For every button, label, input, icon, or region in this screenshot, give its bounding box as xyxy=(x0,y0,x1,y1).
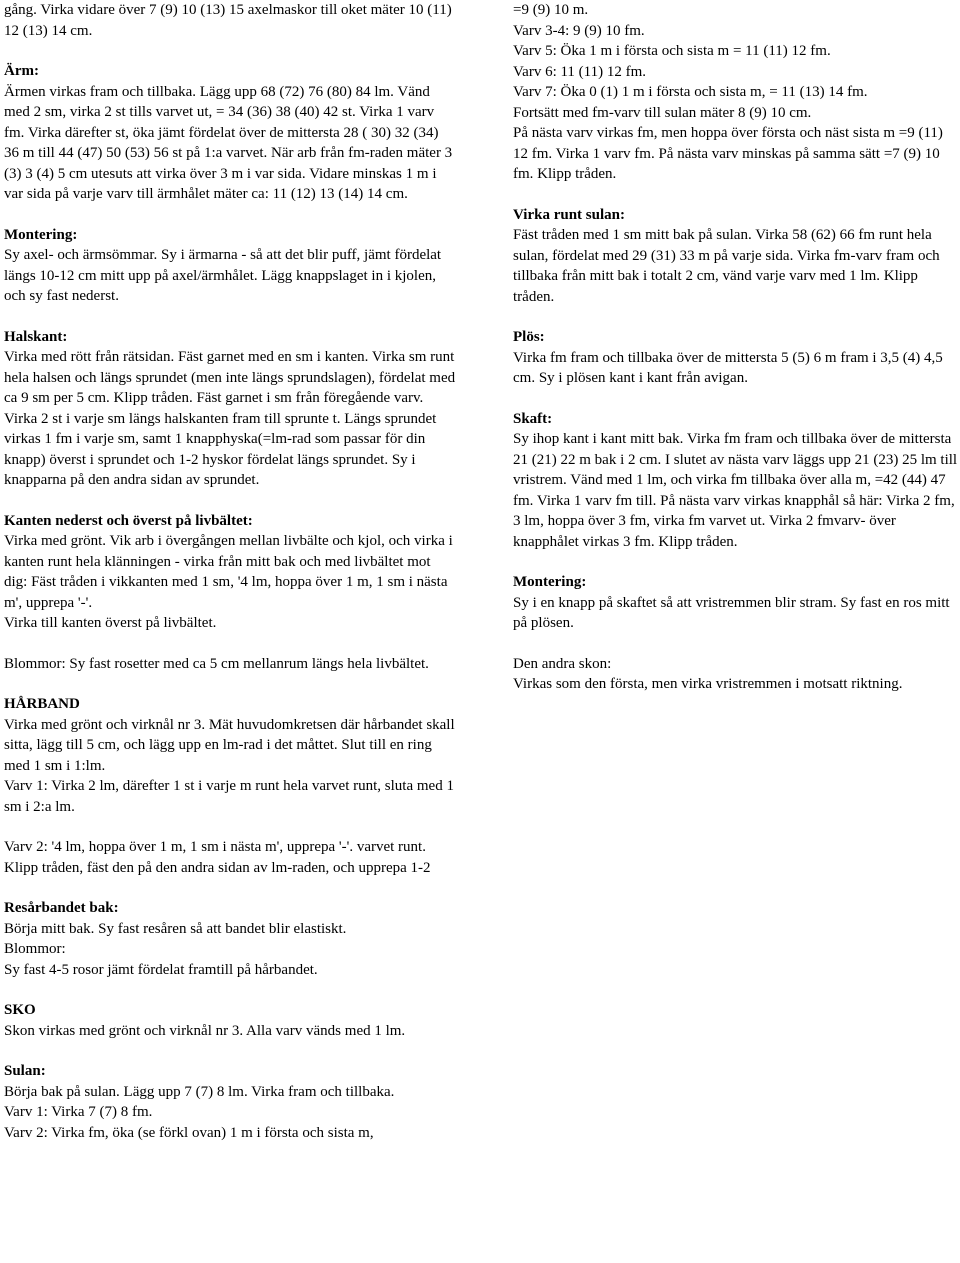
paragraph: Sy i en knapp på skaftet så att vristremmen blir stram. Sy fast en ros mitt på plösen. xyxy=(513,594,950,631)
paragraph: Den andra skon: xyxy=(513,655,612,672)
left-column xyxy=(4,0,456,1143)
right-column xyxy=(513,0,960,695)
section-heading-resårbandet-bak: Resårbandet bak: xyxy=(4,900,119,916)
paragraph-gap xyxy=(513,634,960,654)
section-heading-sulan: Sulan: xyxy=(4,1063,46,1079)
paragraph: Blommor: xyxy=(4,941,66,957)
paragraph: Ärmen virkas fram och tillbaka. Lägg upp 68 (72) 76 (80) 84 lm. Vänd med 2 sm, virka 2 st tills varvet ut, = 34 (36) 38 (40) 42 st. Virka 1 varv fm. Virka därefter st, öka jämt fördelat över de mittersta 28 ( 30) 32 (34) 36 m till 44 (47) 50 (53) 56 st på 1:a varvet. När arb från fm-raden mäter 3 (3) 3 (4) 5 cm utesuts att virka över 3 m i var sida. Vidare minskas 1 m i var sida på varje varv till ärmhålet mäter ca: 11 (12) 13 (14) 14 cm. xyxy=(4,83,453,202)
paragraph-gap xyxy=(513,552,960,572)
section-heading-montering: Montering: xyxy=(4,226,78,243)
paragraph: Sy ihop kant i kant mitt bak. Virka fm fram och tillbaka över de mittersta 21 (21) 22 m bak i 2 cm. I slutet av nästa varv läggs upp 21 (23) 25 lm till vristrem. Vänd med 1 lm, och virka fm tillbaka över alla m, =42 (44) 47 fm. Virka 1 varv fm till. På nästa varv virkas knapphål så här: Virka 2 fm, 3 lm, hoppa över 3 fm, virka fm varvet ut. Virka 2 fmvarv- över knapphålet virkas 3 fm. Klipp tråden. xyxy=(513,431,958,550)
paragraph-gap xyxy=(4,1041,456,1061)
paragraph: Varv 2: '4 lm, hoppa över 1 m, 1 sm i nästa m', upprepa '-'. varvet runt. Klipp tråden, fäst den på den andra sidan av lm-raden, och upprepa 1-2 xyxy=(4,839,431,876)
paragraph: Fäst tråden med 1 sm mitt bak på sulan. Virka 58 (62) 66 fm runt hela sulan, fördelat med 29 (31) 33 m på varje sida. Virka fm-varv fram och tillbaka från mitt bak i totalt 2 cm, vänd varje varv med 1 lm. Klipp tråden. xyxy=(513,227,940,305)
paragraph-gap xyxy=(4,817,456,837)
paragraph: Varv 5: Öka 1 m i första och sista m = 11 (11) 12 fm. xyxy=(513,43,831,59)
section-heading-montering: Montering: xyxy=(513,574,587,590)
section-heading-plös: Plös: xyxy=(513,329,545,345)
paragraph-gap xyxy=(4,491,456,511)
paragraph: Börja mitt bak. Sy fast resåren så att bandet blir elastiskt. xyxy=(4,920,347,937)
paragraph: Varv 3-4: 9 (9) 10 fm. xyxy=(513,22,645,39)
section-heading-ärm: Ärm: xyxy=(4,63,39,79)
paragraph-gap xyxy=(4,878,456,898)
paragraph-gap xyxy=(4,980,456,1000)
paragraph: Varv 7: Öka 0 (1) 1 m i första och sista m, = 11 (13) 14 fm. xyxy=(513,84,868,100)
paragraph: gång. Virka vidare över 7 (9) 10 (13) 15 axelmaskor till oket mäter 10 (11) 12 (13) 14 cm. xyxy=(4,2,452,39)
section-heading-virka-runt-sulan: Virka runt sulan: xyxy=(513,206,625,223)
paragraph-gap xyxy=(513,185,960,205)
paragraph-gap xyxy=(513,307,960,327)
paragraph: Virkas som den första, men virka vristremmen i motsatt riktning. xyxy=(513,676,903,692)
paragraph-gap xyxy=(4,634,456,654)
paragraph: Varv 1: Virka 7 (7) 8 fm. xyxy=(4,1104,153,1120)
paragraph: Varv 6: 11 (11) 12 fm. xyxy=(513,63,647,80)
paragraph: Virka till kanten överst på livbältet. xyxy=(4,615,217,631)
paragraph: Börja bak på sulan. Lägg upp 7 (7) 8 lm. Virka fram och tillbaka. xyxy=(4,1083,395,1100)
paragraph-gap xyxy=(4,41,456,61)
paragraph-gap xyxy=(4,205,456,225)
paragraph: Virka fm fram och tillbaka över de mittersta 5 (5) 6 m fram i 3,5 (4) 4,5 cm. Sy i plösen kant i kant från avigan. xyxy=(513,349,943,386)
section-heading-hårband: HÅRBAND xyxy=(4,696,80,712)
paragraph-gap xyxy=(4,307,456,327)
paragraph: Sy fast 4-5 rosor jämt fördelat framtill på hårbandet. xyxy=(4,961,318,978)
paragraph: Fortsätt med fm-varv till sulan mäter 8 (9) 10 cm. xyxy=(513,104,812,121)
paragraph: Sy axel- och ärmsömmar. Sy i ärmarna - så att det blir puff, jämt fördelat längs 10-12 cm mitt upp på axel/ärmhålet. Lägg knappslaget in i kjolen, och sy fast nederst. xyxy=(4,247,442,304)
paragraph: Virka med grönt. Vik arb i övergången mellan livbälte och kjol, och virka i kanten runt hela klänningen - virka från mitt bak och med livbältet mot dig: Fäst tråden i vikkanten med 1 sm, '4 lm, hoppa över 1 m, 1 sm i nästa m', upprepa '-'. xyxy=(4,533,453,611)
paragraph: Virka med grönt och virknål nr 3. Mät huvudomkretsen där hårbandet skall sitta, lägg till 5 cm, och lägg upp en lm-rad i det måttet. Slut till en ring med 1 sm i 1:lm. xyxy=(4,716,455,774)
paragraph: Virka med rött från rätsidan. Fäst garnet med en sm i kanten. Virka sm runt hela halsen och längs sprundet (men inte längs sprundslagen), fördelat med ca 9 sm per 5 cm. Klipp tråden. Fäst garnet i sm från föregående varv. Virka 2 st i varje sm längs halskanten fram till sprunte t. Längs sprundet virkas 1 fm i varje sm, samt 1 knapphyska(=lm-rad som passar för din knapp) överst i sprundet och 1-2 hyskor fördelat längs sprundet. Sy i knapparna på den andra sidan av sprundet. xyxy=(4,349,456,488)
paragraph: Varv 1: Virka 2 lm, därefter 1 st i varje m runt hela varvet runt, sluta med 1 sm i 2:a lm. xyxy=(4,778,454,815)
paragraph: Varv 2: Virka fm, öka (se förkl ovan) 1 m i första och sista m, xyxy=(4,1124,374,1141)
paragraph: Blommor: Sy fast rosetter med ca 5 cm mellanrum längs hela livbältet. xyxy=(4,655,429,672)
paragraph-gap xyxy=(4,674,456,694)
section-heading-halskant: Halskant: xyxy=(4,328,68,345)
paragraph: Skon virkas med grönt och virknål nr 3. Alla varv vänds med 1 lm. xyxy=(4,1022,406,1039)
paragraph: På nästa varv virkas fm, men hoppa över första och näst sista m =9 (11) 12 fm. Virka 1 varv fm. På nästa varv minskas på samma sätt =7 (9) 10 fm. Klipp tråden. xyxy=(513,125,943,182)
section-heading-kanten-nederst-och-överst-på-l: Kanten nederst och överst på livbältet: xyxy=(4,512,253,529)
paragraph: =9 (9) 10 m. xyxy=(513,2,589,18)
paragraph-gap xyxy=(513,389,960,409)
section-heading-skaft: Skaft: xyxy=(513,410,553,427)
section-heading-sko: SKO xyxy=(4,1002,36,1018)
